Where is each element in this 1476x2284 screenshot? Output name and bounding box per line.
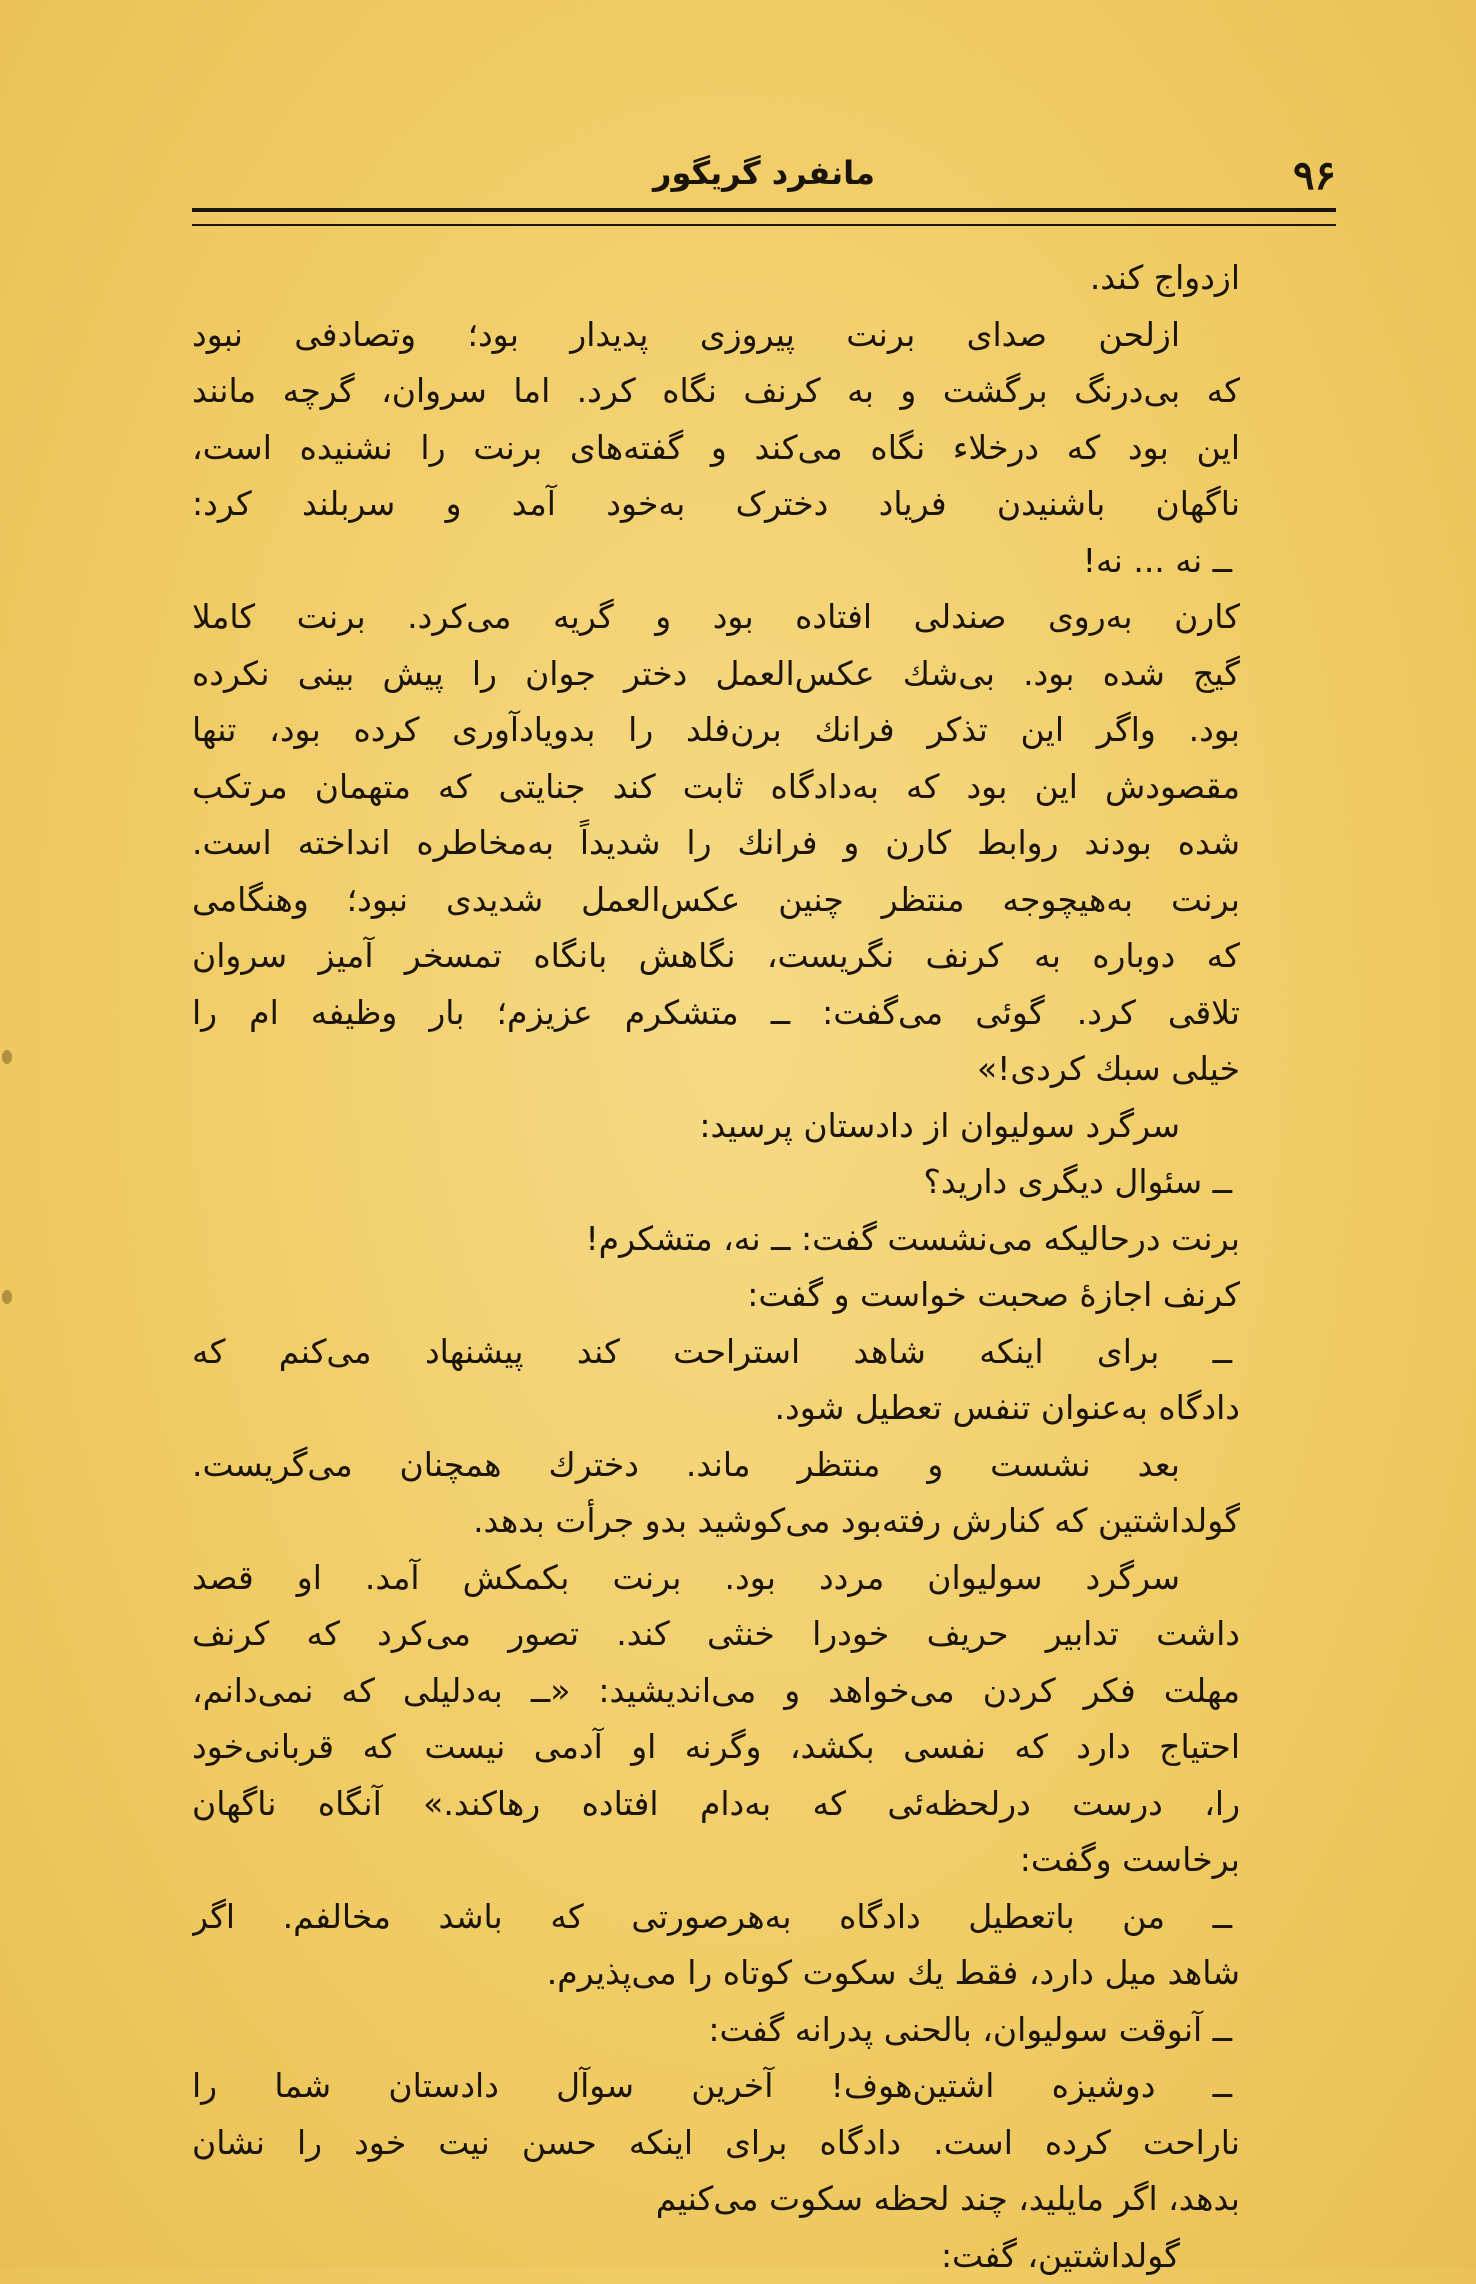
text-line: داشت تدابیر حریف خودرا خنثی کند. تصور می‌کرد که کرنف — [192, 1606, 1240, 1663]
text-line: گولداشتین که کنارش رفته‌بود می‌کوشید بدو جرأت بدهد. — [192, 1493, 1240, 1550]
text-line: مهلت فکر کردن می‌خواهد و می‌اندیشید: «ــ به‌دلیلی که نمی‌دانم، — [192, 1663, 1240, 1720]
text-line: سرگرد سولیوان مردد بود. برنت بکمکش آمد. او قصد — [192, 1550, 1240, 1607]
text-line: ــ نه ... نه! — [192, 533, 1240, 590]
text-line: مقصودش این بود که به‌دادگاه ثابت کند جنایتی که متهمان مرتکب — [192, 759, 1240, 816]
text-line: ازدواج کند. — [192, 250, 1240, 307]
text-line: کرنف اجازهٔ صحبت خواست و گفت: — [192, 1267, 1240, 1324]
text-line: را، درست درلحظه‌ئی که به‌دام افتاده رهاکند.» آنگاه ناگهان — [192, 1776, 1240, 1833]
text-line: ازلحن صدای برنت پیروزی پدیدار بود؛ وتصادفی نبود — [192, 307, 1240, 364]
body-text — [192, 250, 1240, 2284]
text-line: خیلی سبك کردی!» — [192, 1041, 1240, 1098]
margin-hole — [2, 1050, 12, 1064]
text-line: برنت درحالیکه می‌نشست گفت: ــ نه، متشکرم! — [192, 1211, 1240, 1268]
text-line: برنت به‌هیچوجه منتظر چنین عکس‌العمل شدیدی نبود؛ وهنگامی — [192, 872, 1240, 929]
text-line: ــ سئوال دیگری دارید؟ — [192, 1154, 1240, 1211]
text-line: که دوباره به کرنف نگریست، نگاهش بانگاه تمسخر آمیز سروان — [192, 928, 1240, 985]
text-line: بود. واگر این تذکر فرانك برن‌فلد را بدویادآوری کرده بود، تنها — [192, 702, 1240, 759]
text-line: ــ برای اینکه شاهد استراحت کند پیشنهاد می‌کنم که — [192, 1324, 1240, 1381]
text-line: گولداشتین، گفت: — [192, 2228, 1240, 2284]
page-header — [192, 152, 1336, 208]
header-rule — [192, 208, 1336, 226]
text-line: این بود که درخلاء نگاه می‌کند و گفته‌های برنت را نشنیده است، — [192, 420, 1240, 477]
text-line: بعد نشست و منتظر ماند. دخترك همچنان می‌گریست. — [192, 1437, 1240, 1494]
text-line: ــ من باتعطیل دادگاه به‌هرصورتی که باشد مخالفم. اگر — [192, 1889, 1240, 1946]
text-line: گیج شده بود. بی‌شك عکس‌العمل دختر جوان را پیش بینی نکرده — [192, 646, 1240, 703]
running-title: مانفرد گریگور — [653, 154, 875, 192]
text-line: ــ دوشیزه اشتین‌هوف! آخرین سوآل دادستان شما را — [192, 2058, 1240, 2115]
text-line: شاهد میل دارد، فقط يك سكوت کوتاه را می‌پذیرم. — [192, 1945, 1240, 2002]
text-line: احتیاج دارد که نفسی بکشد، وگرنه او آدمی نیست که قربانی‌خود — [192, 1719, 1240, 1776]
text-line: که بی‌درنگ برگشت و به کرنف نگاه کرد. اما سروان، گرچه مانند — [192, 363, 1240, 420]
text-line: ناراحت کرده است. دادگاه برای اینکه حسن نیت خود را نشان — [192, 2115, 1240, 2172]
text-line: شده بودند روابط کارن و فرانك را شدیداً به‌مخاطره انداخته است. — [192, 815, 1240, 872]
text-line: کارن به‌روی صندلی افتاده بود و گریه می‌کرد. برنت کاملا — [192, 589, 1240, 646]
text-line: بدهد، اگر مایلید، چند لحظه سکوت می‌کنیم — [192, 2171, 1240, 2228]
text-line: ــ آنوقت سولیوان، بالحنی پدرانه گفت: — [192, 2002, 1240, 2059]
text-line: تلاقی کرد. گوئی می‌گفت: ــ متشکرم عزیزم؛ بار وظیفه ام را — [192, 985, 1240, 1042]
page-number: ۹۶ — [1293, 152, 1336, 199]
margin-hole — [2, 1290, 12, 1304]
text-line: ناگهان باشنیدن فریاد دخترک به‌خود آمد و سربلند کرد: — [192, 476, 1240, 533]
text-line: دادگاه به‌عنوان تنفس تعطیل شود. — [192, 1380, 1240, 1437]
text-line: برخاست وگفت: — [192, 1832, 1240, 1889]
text-line: سرگرد سولیوان از دادستان پرسید: — [192, 1098, 1240, 1155]
